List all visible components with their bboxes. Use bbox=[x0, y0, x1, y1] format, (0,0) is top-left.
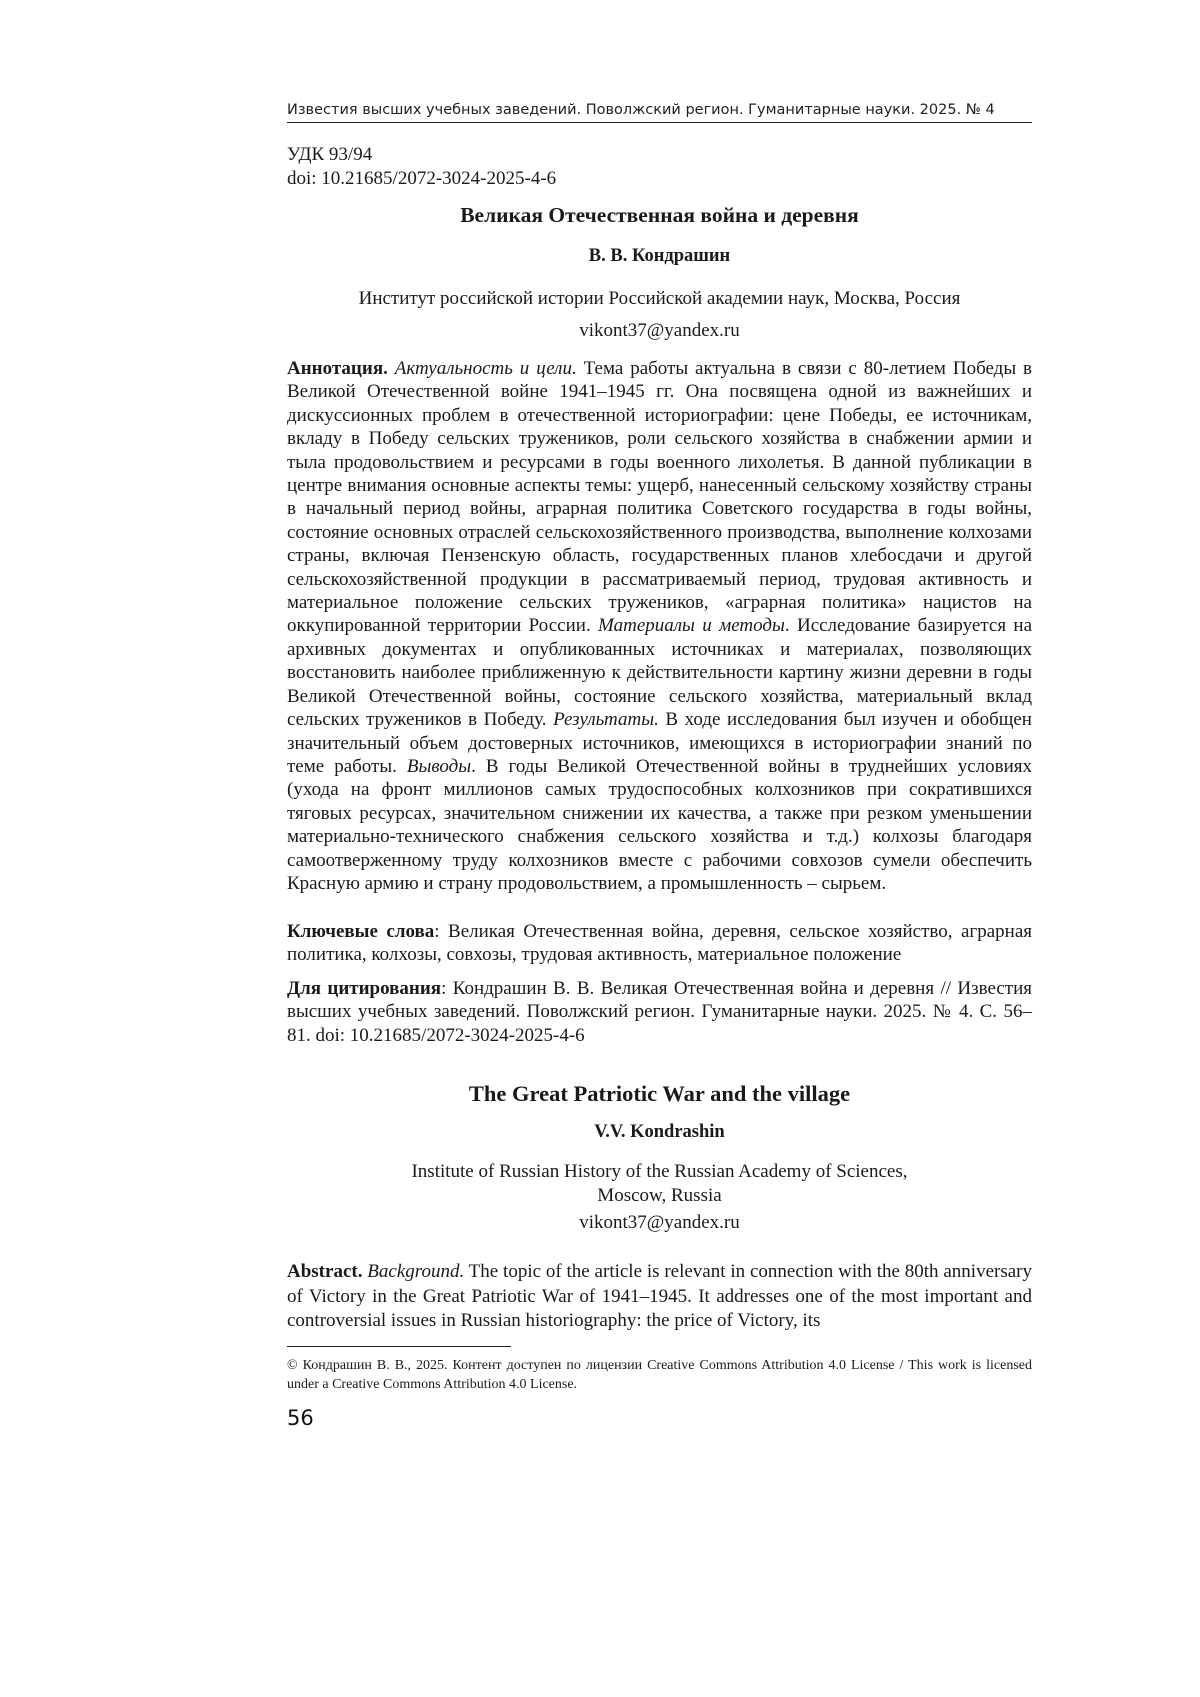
citation-ru bbox=[287, 977, 1032, 1047]
abstract-en bbox=[287, 1260, 1032, 1334]
article-metadata bbox=[287, 143, 1032, 191]
license-footnote: © Кондрашин В. В., 2025. Контент доступен по лицензии Creative Commons Attribution 4.0 License / This work is licensed under a Creative Commons Attribution 4.0 License. bbox=[287, 1358, 1032, 1392]
affiliation-en-line1: Institute of Russian History of the Russian Academy of Sciences, bbox=[411, 1161, 908, 1182]
abstract-ru-heading-methods: Материалы и методы bbox=[598, 615, 785, 637]
article-title-ru: Великая Отечественная война и деревня bbox=[460, 203, 859, 227]
abstract-en-text-background: The topic of the article is relevant in connection with the 80th anniversary of Victory in the Great Patriotic War of 1941–1945. It addresses one of the most important and controversial issues in Russian historiography: the price of Victory, its bbox=[287, 1261, 1033, 1331]
email-en: vikont37@yandex.ru bbox=[579, 1212, 740, 1233]
abstract-ru-heading-results: Результаты. bbox=[553, 709, 659, 731]
email-ru: vikont37@yandex.ru bbox=[579, 320, 740, 341]
affiliation-en bbox=[287, 1160, 1032, 1208]
affiliation-en-line2: Moscow, Russia bbox=[597, 1185, 722, 1206]
keywords-ru-text: : Великая Отечественная война, деревня, сельское хозяйство, аграрная политика, колхозы, совхозы, трудовая активность, материальное положение bbox=[287, 921, 1032, 966]
author-ru: В. В. Кондрашин bbox=[588, 246, 731, 266]
udc-code: УДК 93/94 bbox=[287, 144, 373, 165]
citation-ru-text: : Кондрашин В. В. Великая Отечественная война и деревня // Известия высших учебных заведений. Поволжский регион. Гуманитарные науки. 2025. № 4. С. 56–81. doi: 10.21685/2072-3024-2025-4-6 bbox=[287, 978, 1032, 1046]
keywords-ru-label: Ключевые слова bbox=[287, 921, 435, 942]
citation-ru-label: Для цитирования bbox=[287, 978, 442, 999]
footnote-divider bbox=[287, 1346, 511, 1347]
doi-line: doi: 10.21685/2072-3024-2025-4-6 bbox=[287, 168, 557, 189]
abstract-ru-text-conclusions: . В годы Великой Отечественной войны в труднейших условиях (ухода на фронт миллионов самых трудоспособных колхозников при сократившихся тяговых ресурсах, значительном снижении их качества, а также при резком уменьшении материально-технического снабжения сельского хозяйства и т.д.) колхозы благодаря самоотверженному труду колхозников вместе с рабочими совхозов сумели обеспечить Красную армию и страну продовольствием, а промышленность – сырьем. bbox=[287, 755, 1032, 894]
abstract-ru-text-methods: . Исследование базируется на архивных документах и опубликованных источниках и материалах, позволяющих восстановить наиболее приближенную к действительности картину жизни деревни в годы Великой Отечественной войны, состояние сельского хозяйства, материальный вклад сельских тружеников в Победу. bbox=[287, 615, 1033, 731]
abstract-ru-text-results: В ходе исследования был изучен и обобщен значительный объем достоверных источников, имеющихся в историографии знаний по теме работы. bbox=[287, 709, 1032, 777]
abstract-ru-heading-relevance: Актуальность и цели. bbox=[394, 358, 577, 379]
abstract-ru bbox=[287, 357, 1032, 895]
page-number: 56 bbox=[287, 1406, 314, 1430]
affiliation-ru-block bbox=[287, 283, 1032, 347]
author-en: V.V. Kondrashin bbox=[594, 1122, 725, 1142]
abstract-ru-text-relevance: Тема работы актуальна в связи с 80-летием Победы в Великой Отечественной войне 1941–1945 гг. Она посвящена одной из важнейших и дискуссионных проблем в отечественной историографии: цене Победы, ее источникам, вкладу в Победу сельских тружеников, роли сельского хозяйства в снабжении армии и тыла продовольствием и ресурсами в годы военного лихолетья. В данной публикации в центре внимания основные аспекты темы: ущерб, нанесенный сельскому хозяйству страны в начальный период войны, аграрная политика Советского государства в годы войны, состояние основных отраслей сельскохозяйственного производства, выполнение колхозами страны, включая Пензенскую область, государственных планов хлебосдачи и другой сельскохозяйственной продукции в рассматриваемый период, трудовая активность и материальное положение сельских тружеников, «аграрная политика» нацистов на оккупированной территории России. bbox=[287, 358, 1032, 637]
abstract-en-label: Abstract. bbox=[287, 1261, 363, 1282]
keywords-ru bbox=[287, 920, 1032, 967]
abstract-ru-label: Аннотация. bbox=[287, 358, 388, 379]
article-title-en: The Great Patriotic War and the village bbox=[468, 1081, 851, 1106]
abstract-en-heading-background: Background. bbox=[367, 1261, 465, 1282]
affiliation-ru: Институт российской истории Российской академии наук, Москва, Россия bbox=[358, 288, 961, 309]
abstract-ru-heading-conclusions: Выводы bbox=[406, 755, 472, 777]
running-header: Известия высших учебных заведений. Поволжский регион. Гуманитарные науки. 2025. № 4 bbox=[287, 102, 1032, 123]
